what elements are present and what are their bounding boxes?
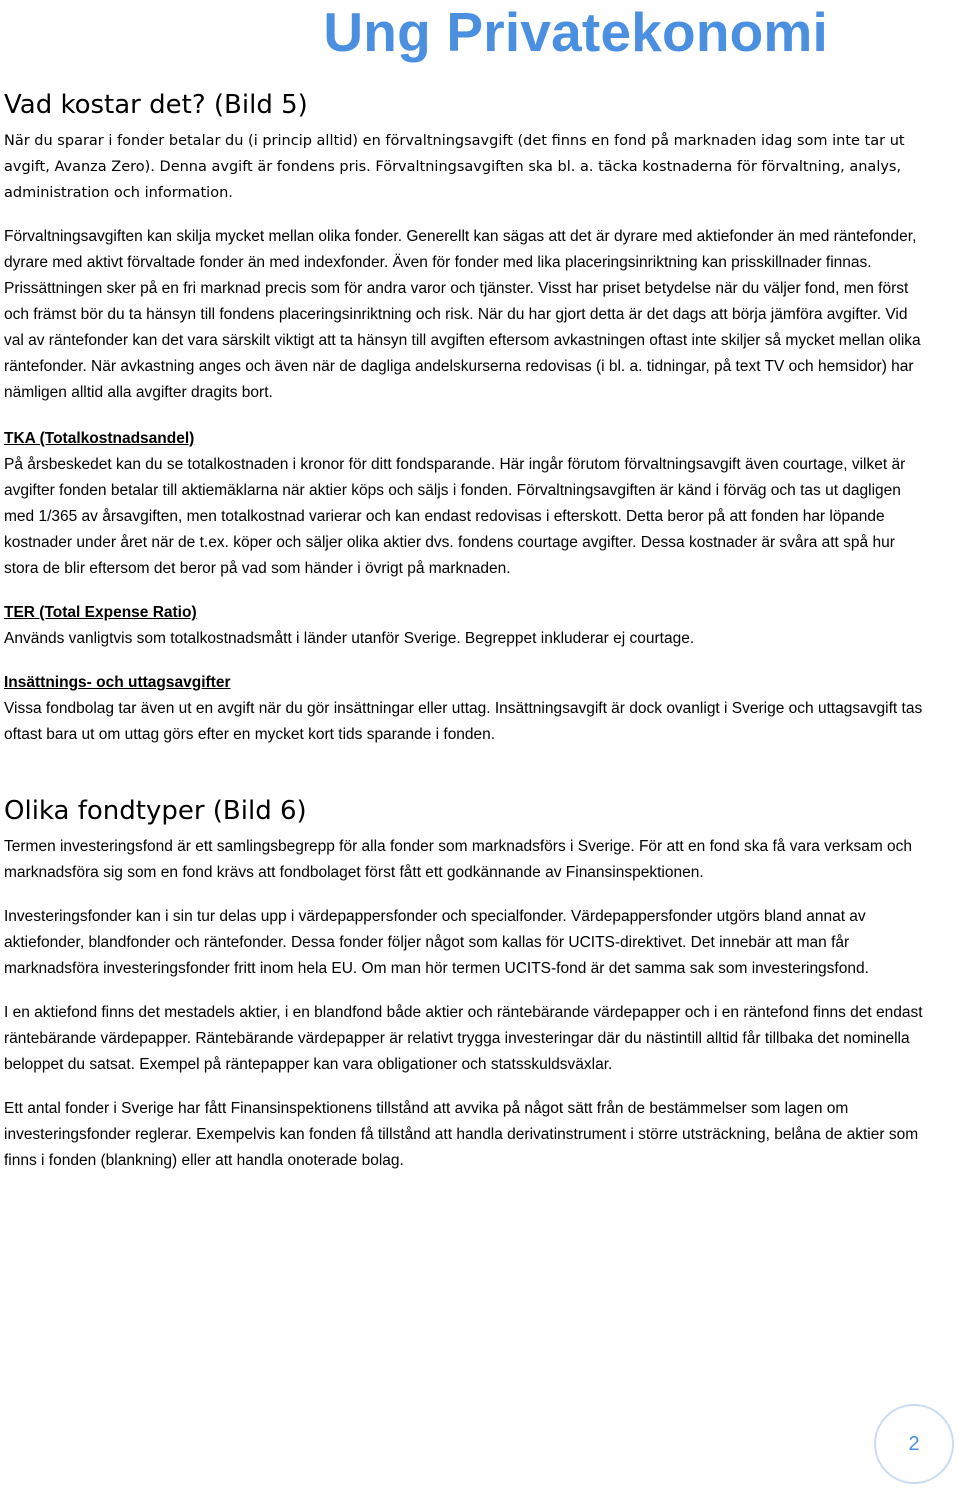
- page-number-badge: [874, 1404, 954, 1484]
- section-heading-tka: TKA (Totalkostnadsandel): [4, 430, 195, 447]
- paragraph-fees: Vissa fondbolag tar även ut en avgift när du gör insättningar eller uttag. Insättningsavgift är dock ovanligt i Sverige och uttagsavgift tas oftast bara ut om uttag görs efter en mycket kort tids sparande i fonden.: [4, 700, 923, 743]
- paragraph-cost-details: Förvaltningsavgiften kan skilja mycket mellan olika fonder. Generellt kan sägas att det är dyrare med aktiefonder än med räntefonder, dyrare med aktivt förvaltade fonder än med indexfonder. Även för fonder med lika placeringsinriktning kan prisskillnader finnas. Prissättningen sker på en fri marknad precis som för andra varor och tjänster. Visst har priset betydelse när du väljer fond, men först och främst bör du ta hänsyn till fondens placeringsinriktning och risk. När du har gjort detta är det dags att börja jämföra avgifter. Vid val av räntefonder kan det vara särskilt viktigt att ta hänsyn till avgiften eftersom avkastningen oftast inte skiljer så mycket mellan olika räntefonder. När avkastning anges och även när de dagliga andelskurserna redovisas (i bl. a. tidningar, på text TV och hemsidor) har nämligen alltid alla avgifter dragits bort.: [4, 228, 921, 401]
- section-heading-ter: TER (Total Expense Ratio): [4, 604, 197, 621]
- document-body: [4, 82, 924, 1174]
- paragraph-fund-types-1: Termen investeringsfond är ett samlingsbegrepp för alla fonder som marknadsförs i Sverige. För att en fond ska få vara verksam och marknadsföra sig som en fond krävs att fondbolaget först fått ett godkännande av Finansinspektionen.: [4, 838, 913, 881]
- section-heading-fund-types: Olika fondtyper (Bild 6): [4, 796, 307, 826]
- paragraph-tka: På årsbeskedet kan du se totalkostnaden i kronor för ditt fondsparande. Här ingår förutom förvaltningsavgift även courtage, vilket är avgifter fonden betalar till aktiemäklarna när aktier köps och säljs i fonden. Förvaltningsavgiften är känd i förväg och tas ut dagligen med 1/365 av årsavgiften, men totalkostnad varierar och kan endast redovisas i efterskott. Detta beror på att fonden har löpande kostnader under året när de t.ex. köper och säljer olika aktier dvs. fondens courtage avgifter. Dessa kostnader är svåra att spå hur stora de blir eftersom det beror på vad som händer i övrigt på marknaden.: [4, 456, 906, 577]
- paragraph-cost-intro: När du sparar i fonder betalar du (i princip alltid) en förvaltningsavgift (det finns en fond på marknaden idag som inte tar ut avgift, Avanza Zero). Denna avgift är fondens pris. Förvaltningsavgiften ska bl. a. täcka kostnaderna för förvaltning, analys, administration och information.: [4, 133, 905, 201]
- page-number: 2: [908, 1432, 920, 1455]
- paragraph-fund-types-3: I en aktiefond finns det mestadels aktier, i en blandfond både aktier och räntebärande värdepapper och i en räntefond finns det endast räntebärande värdepapper. Räntebärande värdepapper är relativt trygga investeringar där du nästintill alltid får tillbaka det nominella beloppet du satsat. Exempel på räntepapper kan vara obligationer och statsskuldsväxlar.: [4, 1004, 923, 1073]
- paragraph-fund-types-2: Investeringsfonder kan i sin tur delas upp i värdepappersfonder och specialfonder. Värdepappersfonder utgörs bland annat av aktiefonder, blandfonder och räntefonder. Dessa fonder följer något som kallas för UCITS-direktivet. Det innebär att man får marknadsföra investeringsfonder fritt inom hela EU. Om man hör termen UCITS-fond är det samma sak som investeringsfond.: [4, 908, 869, 977]
- section-heading-cost: Vad kostar det? (Bild 5): [4, 90, 308, 120]
- paragraph-ter: Används vanligtvis som totalkostnadsmått i länder utanför Sverige. Begreppet inkluderar ej courtage.: [4, 630, 695, 647]
- document-header-title: Ung Privatekonomi: [323, 1, 828, 63]
- paragraph-fund-types-4: Ett antal fonder i Sverige har fått Finansinspektionens tillstånd att avvika på något sätt från de bestämmelser som lagen om investeringsfonder reglerar. Exempelvis kan fonden få tillstånd att handla derivatinstrument i större utsträckning, belåna de aktier som finns i fonden (blankning) eller att handla onoterade bolag.: [4, 1100, 919, 1169]
- section-heading-fees: Insättnings- och uttagsavgifter: [4, 674, 231, 691]
